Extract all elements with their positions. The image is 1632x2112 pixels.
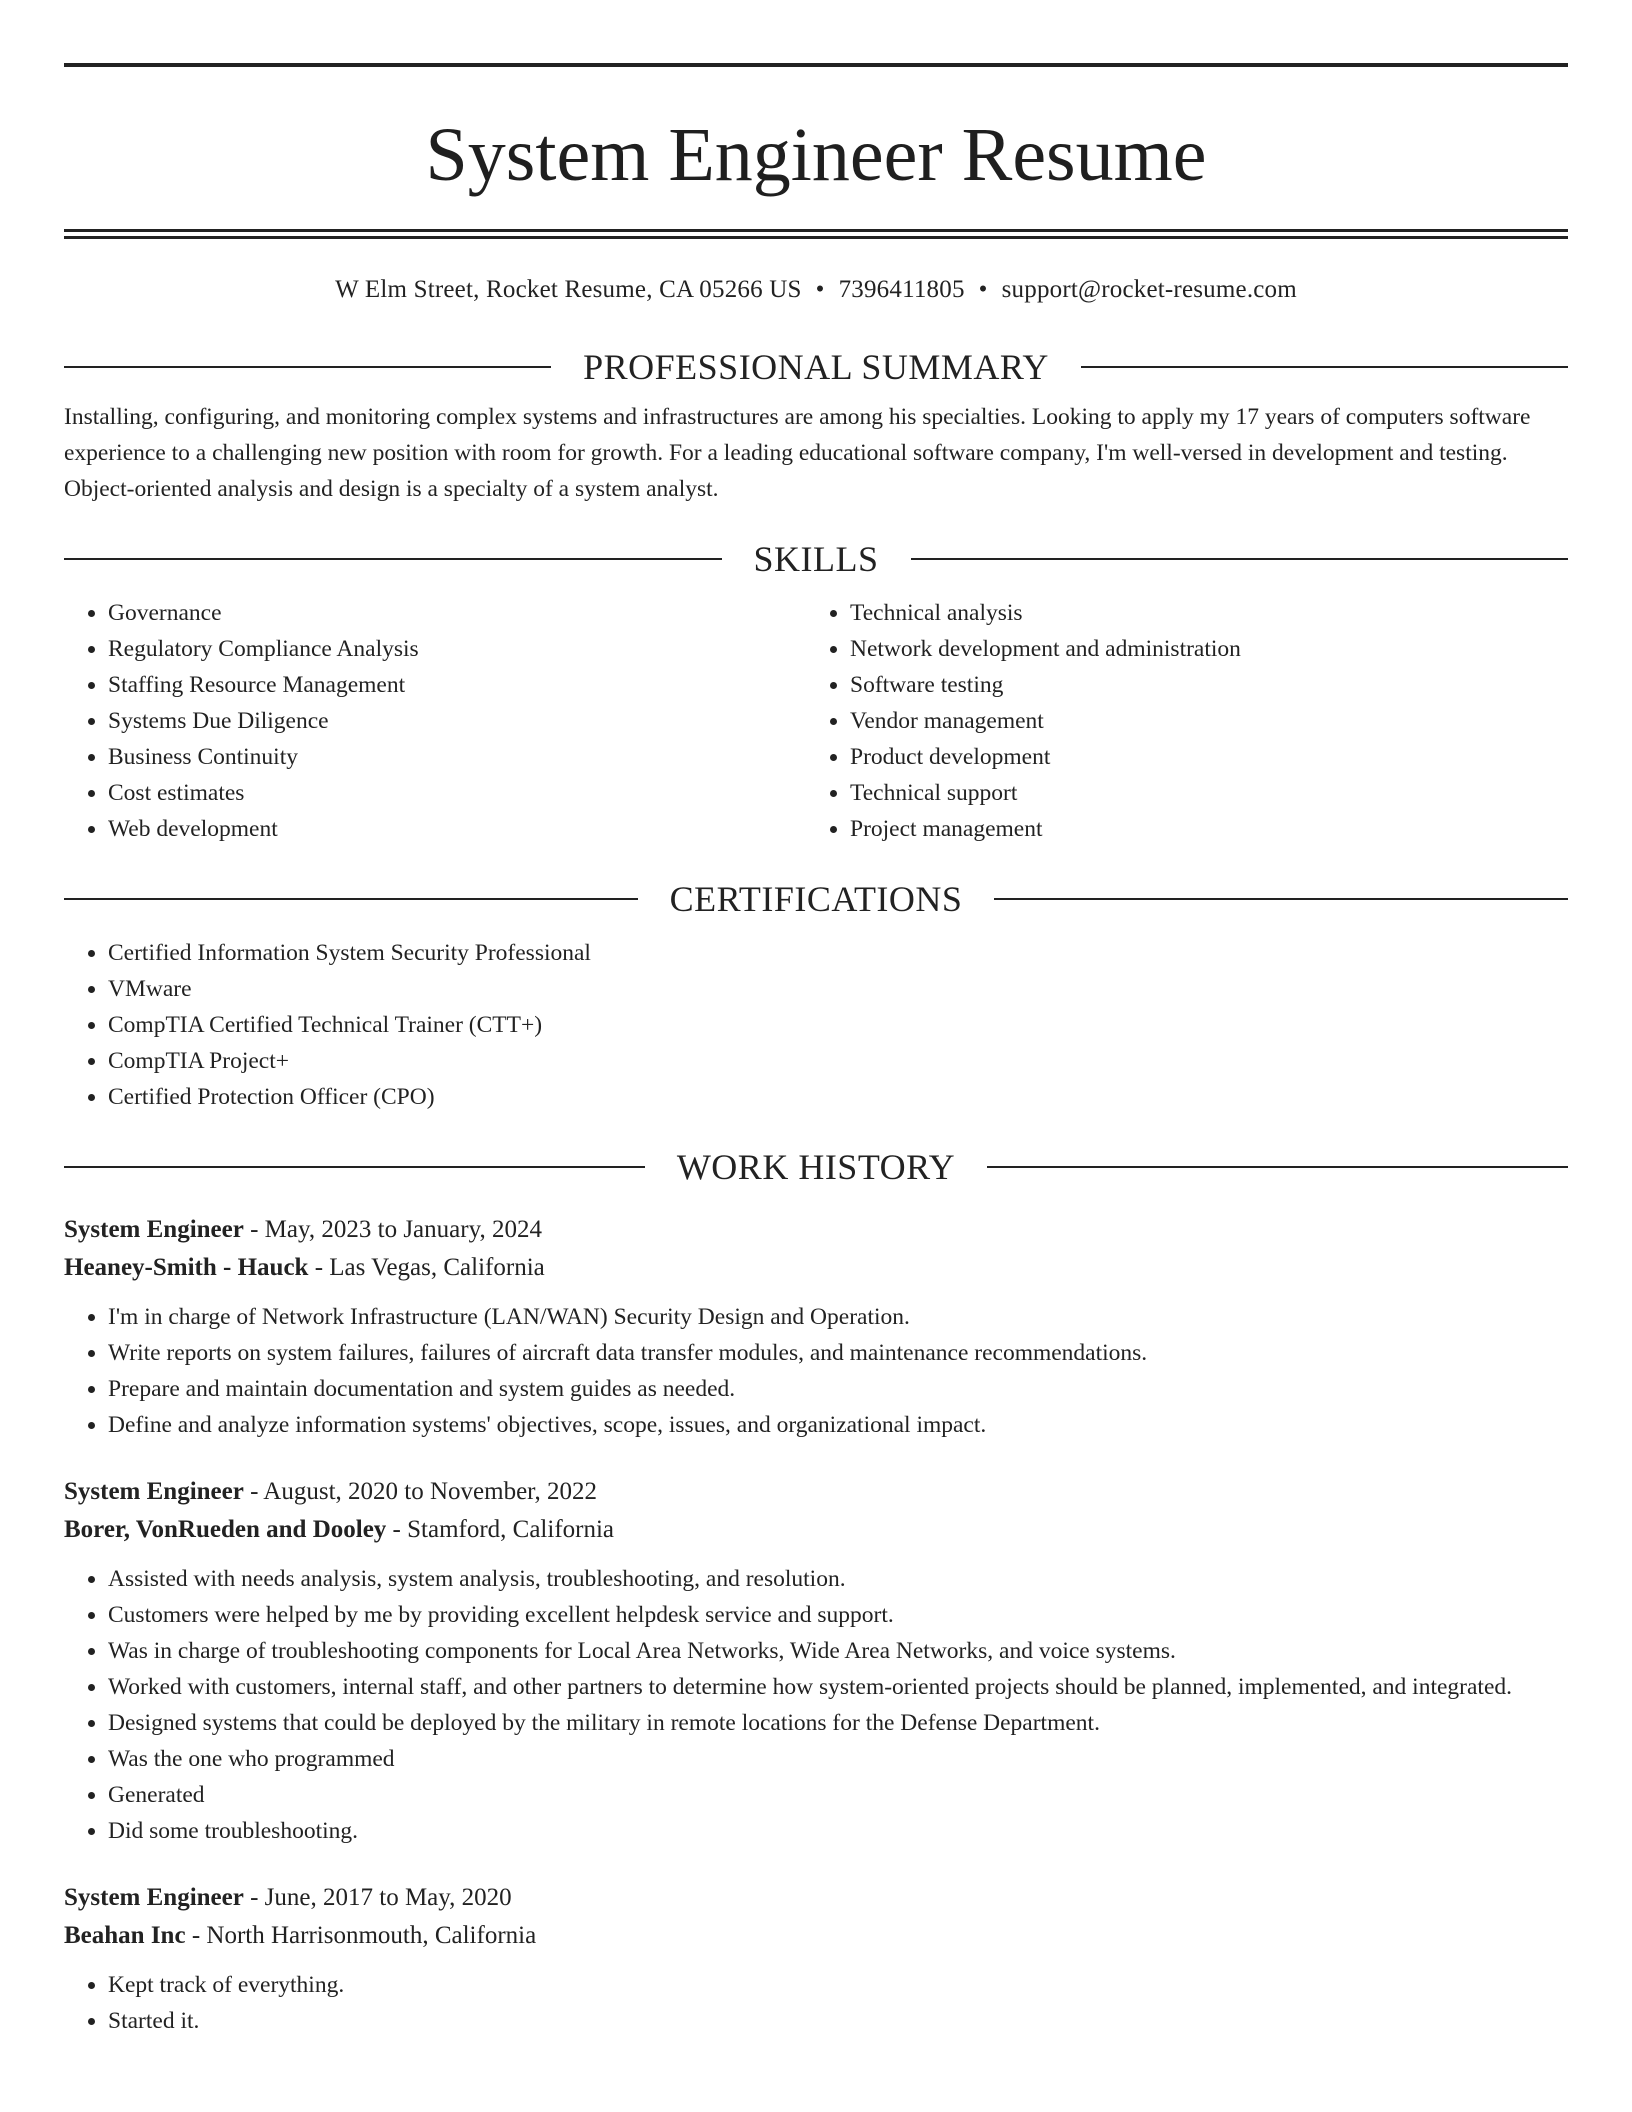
title-double-rule — [64, 229, 1568, 239]
contact-separator: • — [815, 276, 825, 303]
job-title-line — [64, 1473, 1568, 1511]
job-bullets — [64, 1561, 1568, 1849]
job-title: System Engineer — [64, 1884, 244, 1911]
section-rule — [994, 898, 1568, 900]
contact-line — [64, 275, 1568, 305]
summary-heading: PROFESSIONAL SUMMARY — [583, 347, 1049, 387]
job-dates: - May, 2023 to January, 2024 — [243, 1216, 542, 1243]
list-item: • CompTIA Project+ — [108, 1043, 1568, 1079]
list-item: • Web development — [108, 811, 806, 847]
work-section-header — [64, 1145, 1568, 1189]
section-rule — [987, 1166, 1568, 1168]
top-rule — [64, 63, 1568, 67]
list-item: • Systems Due Diligence — [108, 703, 806, 739]
skills-right-column — [806, 595, 1548, 847]
job-company: Beahan Inc — [64, 1922, 186, 1949]
list-item: • Vendor management — [850, 703, 1548, 739]
list-item: • Assisted with needs analysis, system analysis, troubleshooting, and resolution. — [108, 1561, 1568, 1597]
contact-address: W Elm Street, Rocket Resume, CA 05266 US — [335, 276, 802, 303]
list-item: • Project management — [850, 811, 1548, 847]
list-item: • Prepare and maintain documentation and system guides as needed. — [108, 1371, 1568, 1407]
job-entry — [64, 1879, 1568, 2039]
job-bullets — [64, 1967, 1568, 2039]
list-item: • Write reports on system failures, failures of aircraft data transfer modules, and maintenance recommendations. — [108, 1335, 1568, 1371]
certifications-section-header — [64, 877, 1568, 921]
list-item: • Product development — [850, 739, 1548, 775]
job-location: - Las Vegas, California — [308, 1254, 545, 1281]
summary-section-header — [64, 345, 1568, 389]
contact-phone: 7396411805 — [838, 276, 965, 303]
job-company-line — [64, 1511, 1568, 1549]
list-item: • Staffing Resource Management — [108, 667, 806, 703]
section-rule — [911, 558, 1569, 560]
list-item: • I'm in charge of Network Infrastructure (LAN/WAN) Security Design and Operation. — [108, 1299, 1568, 1335]
section-rule — [64, 366, 551, 368]
job-company-line — [64, 1917, 1568, 1955]
list-item: • Certified Protection Officer (CPO) — [108, 1079, 1568, 1115]
job-dates: - August, 2020 to November, 2022 — [243, 1478, 597, 1505]
list-item: • Worked with customers, internal staff, and other partners to determine how system-oriented projects should be planned, implemented, and integrated. — [108, 1669, 1568, 1705]
job-bullets — [64, 1299, 1568, 1443]
list-item: • Started it. — [108, 2003, 1568, 2039]
job-dates: - June, 2017 to May, 2020 — [243, 1884, 512, 1911]
job-company: Borer, VonRueden and Dooley — [64, 1516, 387, 1543]
skills-section-header — [64, 537, 1568, 581]
list-item: • Kept track of everything. — [108, 1967, 1568, 2003]
certifications-block — [64, 935, 1568, 1115]
list-item: • Was in charge of troubleshooting components for Local Area Networks, Wide Area Networks, and voice systems. — [108, 1633, 1568, 1669]
skills-columns — [64, 595, 1568, 847]
summary-text: Installing, configuring, and monitoring complex systems and infrastructures are among his specialties. Looking to apply my 17 years of computers software experience to a challenging new position with room for growth. For a leading educational software company, I'm well-versed in development and testing. Object-oriented analysis and design is a specialty of a system analyst. — [64, 404, 1531, 502]
list-item: • Business Continuity — [108, 739, 806, 775]
job-entry — [64, 1211, 1568, 1443]
list-item: • Network development and administration — [850, 631, 1548, 667]
list-item: • Cost estimates — [108, 775, 806, 811]
job-title-line — [64, 1879, 1568, 1917]
list-item: • Technical support — [850, 775, 1548, 811]
skills-right-list — [806, 595, 1548, 847]
job-entry — [64, 1473, 1568, 1849]
list-item: • Governance — [108, 595, 806, 631]
list-item: • Software testing — [850, 667, 1548, 703]
skills-heading: SKILLS — [753, 539, 879, 579]
list-item: • CompTIA Certified Technical Trainer (CTT+) — [108, 1007, 1568, 1043]
skills-left-list — [64, 595, 806, 847]
section-rule — [64, 1166, 645, 1168]
list-item: • Certified Information System Security Professional — [108, 935, 1568, 971]
skills-left-column — [64, 595, 806, 847]
contact-email: support@rocket-resume.com — [1001, 276, 1297, 303]
section-rule — [64, 558, 722, 560]
section-rule — [1081, 366, 1568, 368]
list-item: • Technical analysis — [850, 595, 1548, 631]
certifications-list — [64, 935, 1568, 1115]
job-location: - North Harrisonmouth, California — [185, 1922, 537, 1949]
section-rule — [64, 898, 638, 900]
list-item: • Designed systems that could be deployed by the military in remote locations for the Defense Department. — [108, 1705, 1568, 1741]
list-item: • Was the one who programmed — [108, 1741, 1568, 1777]
certifications-heading: CERTIFICATIONS — [669, 879, 963, 919]
job-title: System Engineer — [64, 1216, 244, 1243]
list-item: • Generated — [108, 1777, 1568, 1813]
page-title: System Engineer Resume — [425, 113, 1207, 197]
job-title: System Engineer — [64, 1478, 244, 1505]
list-item: • VMware — [108, 971, 1568, 1007]
list-item: • Did some troubleshooting. — [108, 1813, 1568, 1849]
list-item: • Regulatory Compliance Analysis — [108, 631, 806, 667]
job-company-line — [64, 1249, 1568, 1287]
job-company: Heaney-Smith - Hauck — [64, 1254, 309, 1281]
job-location: - Stamford, California — [386, 1516, 615, 1543]
list-item: • Customers were helped by me by providing excellent helpdesk service and support. — [108, 1597, 1568, 1633]
job-title-line — [64, 1211, 1568, 1249]
list-item: • Define and analyze information systems' objectives, scope, issues, and organizational impact. — [108, 1407, 1568, 1443]
work-heading: WORK HISTORY — [676, 1147, 956, 1187]
contact-separator: • — [978, 276, 988, 303]
